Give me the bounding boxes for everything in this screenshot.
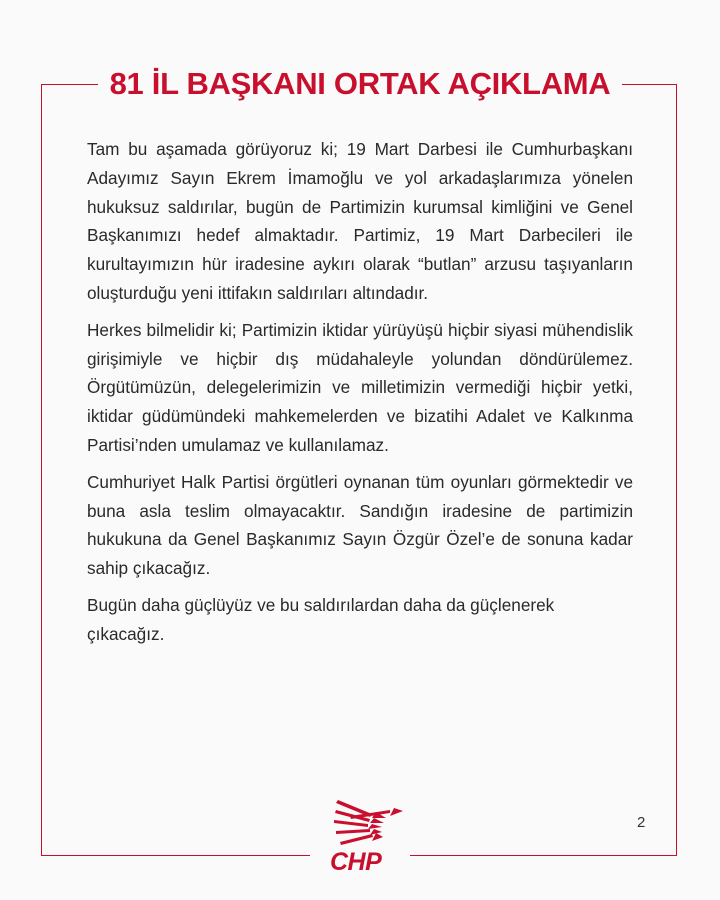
paragraph-2: Herkes bilmelidir ki; Partimizin iktidar yürüyüşü hiçbir siyasi mühendislik girişimiyle ve hiçbir dış müdahaleyle yolundan döndürülemez. Örgütümüzün, delegelerimizin ve milletimizin vermediği hiçbir yetki, iktidar güdümündeki mahkemelerden ve bizatihi Adalet ve Kalkınma Partisi’nden umulamaz ve kullanılamaz. [87, 319, 633, 455]
paragraph-3: Cumhuriyet Halk Partisi örgütleri oynanan tüm oyunları görmektedir ve buna asla teslim olmayacaktır. Sandığın iradesine de partimizin hukukuna da Genel Başkanımız Sayın Özgür Özel’e de sonuna kadar sahip çıkacağız. [87, 471, 633, 579]
page-number: 2 [637, 814, 646, 831]
chp-logo [310, 790, 410, 880]
title-wrapper [0, 64, 720, 104]
statement-body [87, 135, 633, 657]
six-arrows-icon [310, 790, 410, 850]
page-title: 81 İL BAŞKANI ORTAK AÇIKLAMA [98, 64, 623, 104]
paragraph-1: Tam bu aşamada görüyoruz ki; 19 Mart Darbesi ile Cumhurbaşkanı Adayımız Sayın Ekrem İmamoğlu ve yol arkadaşlarımıza yönelen hukuksuz saldırılar, bugün de Partimizin kurumsal kimliğini ve Genel Başkanımızı hedef almaktadır. Partimiz, 19 Mart Darbecileri ile kurultayımızın hür iradesine aykırı olarak “butlan” arzusu taşıyanların oluşturduğu yeni ittifakın saldırıları altındadır. [87, 139, 633, 303]
paragraph-4: Bugün daha güçlüyüz ve bu saldırılardan daha da güçlenerek çıkacağız. [87, 594, 555, 644]
chp-logo-text: CHP [330, 848, 382, 876]
